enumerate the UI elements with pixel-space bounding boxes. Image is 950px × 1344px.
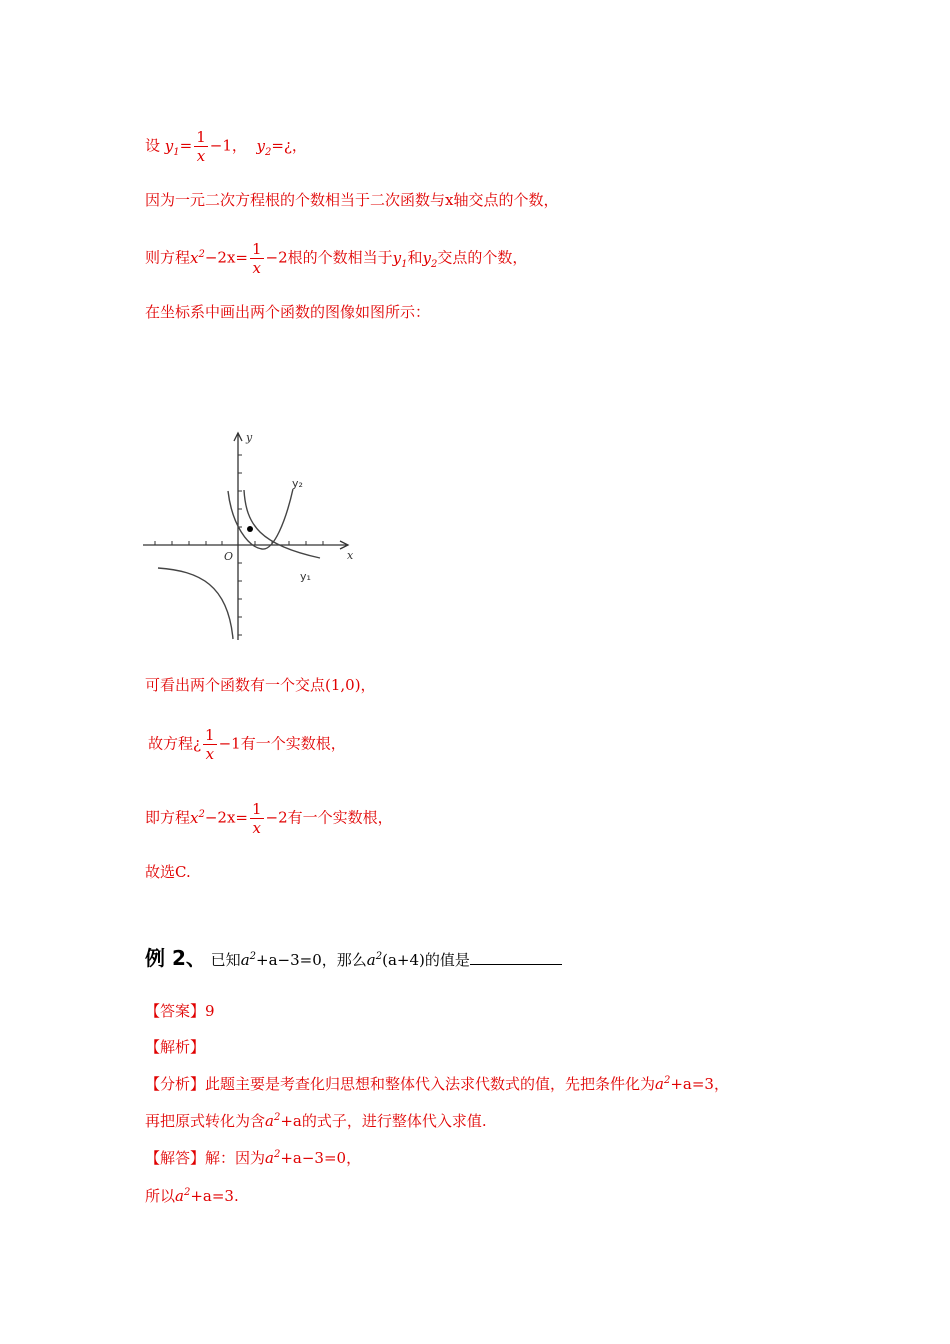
text-then: 则方程 — [145, 248, 191, 267]
x-squared: $x^2$ — [190, 808, 205, 827]
y1-curve-label: y₁ — [300, 570, 311, 583]
minus-one: −1， — [209, 136, 247, 155]
text-fenxi: 【分析】此题主要是考查化归思想和整体代入法求代数式的值，先把条件化为 — [145, 1075, 656, 1093]
text-fenxi2: 再把原式转化为含 — [145, 1112, 266, 1130]
a-squared: $a^2$ — [265, 1149, 281, 1167]
a-squared: $a^2$ — [265, 1112, 281, 1130]
text-tail: −2根的个数相当于 — [265, 248, 393, 267]
x-squared: $x^2$ — [190, 248, 205, 267]
x-axis-label: x — [347, 549, 354, 562]
text-tail: −2有一个实数根， — [265, 808, 393, 827]
example-title: 例 2、 — [145, 946, 206, 970]
text-minus-2x: −2x= — [204, 248, 248, 267]
line-choose-c: 故选C. — [145, 863, 191, 881]
fenxi-line — [145, 1071, 729, 1094]
eq-sign: = — [179, 136, 193, 155]
origin-label: O — [224, 550, 234, 563]
y-axis-label: y — [246, 431, 253, 444]
text-she: 设 — [145, 136, 161, 155]
line-one-root-a — [148, 726, 346, 763]
fraction-1-over-x: $\frac{1}{x}$ — [196, 128, 206, 165]
curve-y1-left — [158, 568, 233, 639]
text-jieda: 【解答】解：因为 — [145, 1149, 266, 1167]
text-end: 交点的个数， — [437, 248, 528, 267]
y2-symbol: $y_2$ — [422, 248, 438, 270]
text-fenxi2-end: +a的式子，进行整体代入求值. — [280, 1112, 487, 1130]
answer-blank[interactable] — [470, 950, 562, 965]
intersection-point — [247, 526, 253, 532]
a-squared: $a^2$ — [655, 1075, 671, 1093]
fraction-1-over-x: $\frac{1}{x}$ — [205, 726, 215, 763]
line-root-count: 因为一元二次方程根的个数相当于二次函数与x轴交点的个数， — [145, 191, 559, 209]
text-and: 和 — [407, 248, 423, 267]
line-one-intersection: 可看出两个函数有一个交点(1,0)， — [145, 676, 376, 694]
function-graph — [140, 425, 370, 650]
text-suoyi: 所以 — [145, 1187, 176, 1205]
line-set-y — [145, 128, 307, 165]
eq-sign-2: =¿， — [271, 136, 307, 155]
analysis-label: 【解析】 — [145, 1038, 206, 1056]
y2-symbol: $y_2$ — [256, 136, 272, 158]
a-squared: $a^2$ — [366, 951, 383, 969]
y2-curve-label: y₂ — [292, 477, 303, 490]
answer-line: 【答案】9 — [145, 1002, 215, 1020]
y1-symbol: $y_1$ — [164, 136, 180, 158]
jieda-line — [145, 1145, 361, 1168]
a-squared: $a^2$ — [240, 951, 257, 969]
text-fenxi-end: +a=3， — [670, 1075, 729, 1093]
fraction-1-over-x: $\frac{1}{x}$ — [252, 240, 262, 277]
fenxi-line-2 — [145, 1108, 487, 1131]
a-squared: $a^2$ — [175, 1187, 191, 1205]
example-2-question — [145, 947, 562, 970]
line-draw-graph: 在坐标系中画出两个函数的图像如图所示： — [145, 303, 431, 321]
suoyi-line — [145, 1183, 239, 1206]
text-tail: −1有一个实数根， — [218, 734, 346, 753]
text-jieda-end: +a−3=0， — [280, 1149, 362, 1167]
text-namely: 即方程 — [145, 808, 191, 827]
text-minus-2x: −2x= — [204, 808, 248, 827]
line-one-root-b — [145, 800, 393, 837]
line-equation-root — [145, 240, 527, 277]
text-suoyi-end: +a=3. — [190, 1187, 239, 1205]
y1-symbol: $y_1$ — [392, 248, 408, 270]
text-given: 已知 — [210, 951, 241, 969]
text-question: (a+4)的值是 — [382, 951, 470, 969]
text-condition: +a−3=0，那么 — [256, 951, 367, 969]
text-therefore: 故方程¿ — [148, 734, 202, 753]
fraction-1-over-x: $\frac{1}{x}$ — [252, 800, 262, 837]
